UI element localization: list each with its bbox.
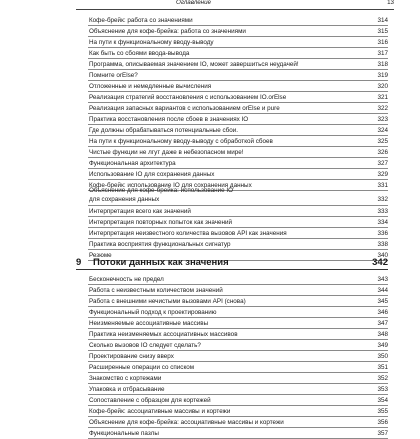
toc-entry bbox=[88, 351, 388, 362]
toc-entry-page: 329 bbox=[377, 171, 388, 178]
toc-entry bbox=[88, 428, 388, 439]
toc-entry-page: 347 bbox=[377, 320, 388, 327]
toc-entry bbox=[88, 329, 388, 340]
toc-entry-title: Кофе-брейк: ассоциативные массивы и кортежи bbox=[89, 408, 231, 415]
toc-entry bbox=[88, 307, 388, 318]
toc-entry-title: Кофе-брейк: использование IO для сохранения данных bbox=[89, 182, 252, 189]
toc-entry-title: Работа с внешними нечистыми вызовами API (снова) bbox=[89, 298, 246, 305]
toc-entry bbox=[88, 147, 388, 158]
toc-entry-page: 319 bbox=[377, 72, 388, 79]
toc-entry-title: Практика восстановления после сбоев в значениях IO bbox=[89, 116, 249, 123]
running-header-page-number: 13 bbox=[387, 0, 394, 6]
toc-entry-page: 325 bbox=[377, 138, 388, 145]
chapter-page: 342 bbox=[372, 257, 388, 268]
toc-entry-title: Расширенные операции со списком bbox=[89, 364, 195, 371]
chapter-number: 9 bbox=[76, 257, 82, 268]
toc-entry-page: 346 bbox=[377, 309, 388, 316]
toc-entry-page: 317 bbox=[377, 50, 388, 57]
toc-entry bbox=[88, 395, 388, 406]
toc-entry bbox=[88, 417, 388, 428]
toc-entry-page: 334 bbox=[377, 219, 388, 226]
toc-entry-page: 331 bbox=[377, 182, 388, 189]
toc-entry bbox=[88, 169, 388, 180]
toc-entry-title: Отложенные и немедленные вычисления bbox=[89, 83, 212, 90]
toc-entry-page: 338 bbox=[377, 241, 388, 248]
toc-entry bbox=[88, 274, 388, 285]
toc-entry bbox=[88, 26, 388, 37]
toc-entry-title: Проектирование снизу вверх bbox=[89, 353, 174, 360]
toc-entry-title: Реализация стратегий восстановления с использованием IO.orElse bbox=[89, 94, 287, 101]
toc-entry-title: Интерпретация повторных попыток как значений bbox=[89, 219, 233, 226]
toc-entry bbox=[88, 239, 388, 250]
toc-section-c bbox=[88, 274, 388, 439]
toc-entry bbox=[88, 384, 388, 395]
toc-entry-page: 332 bbox=[377, 196, 388, 203]
running-header bbox=[76, 0, 394, 10]
toc-entry-page: 326 bbox=[377, 149, 388, 156]
toc-section-a bbox=[88, 15, 388, 191]
toc-entry bbox=[88, 362, 388, 373]
toc-entry-page: 353 bbox=[377, 386, 388, 393]
toc-entry-title: Кофе-брейк: работа со значениями bbox=[89, 17, 193, 24]
toc-entry-page: 355 bbox=[377, 408, 388, 415]
toc-entry-title: Упаковка и отбрасывание bbox=[89, 386, 165, 393]
toc-entry bbox=[88, 228, 388, 239]
toc-entry bbox=[88, 318, 388, 329]
toc-entry-page: 322 bbox=[377, 105, 388, 112]
toc-entry-page: 321 bbox=[377, 94, 388, 101]
toc-entry-page: 324 bbox=[377, 127, 388, 134]
toc-entry bbox=[88, 114, 388, 125]
toc-entry bbox=[88, 125, 388, 136]
toc-entry-page: 352 bbox=[377, 375, 388, 382]
toc-entry-page: 356 bbox=[377, 419, 388, 426]
toc-entry-title-line2: для сохранения данных bbox=[89, 196, 160, 203]
toc-entry bbox=[88, 37, 388, 48]
toc-entry-page: 320 bbox=[377, 83, 388, 90]
toc-entry-title: Функциональная архитектура bbox=[89, 160, 176, 167]
toc-entry-title: Помните orElse? bbox=[89, 72, 138, 79]
toc-entry bbox=[88, 59, 388, 70]
toc-entry bbox=[88, 70, 388, 81]
toc-entry-page: 333 bbox=[377, 208, 388, 215]
toc-entry-title: Где должны обрабатываться потенциальные сбои. bbox=[89, 127, 238, 134]
toc-entry-title: Использование IO для сохранения данных bbox=[89, 171, 215, 178]
toc-entry-title: Функциональный подход к проектированию bbox=[89, 309, 217, 316]
toc-entry-page: 351 bbox=[377, 364, 388, 371]
toc-entry-title: Объяснение для кофе-брейка: ассоциативные массивы и кортежи bbox=[89, 419, 284, 426]
toc-entry bbox=[88, 136, 388, 147]
toc-entry-page: 315 bbox=[377, 28, 388, 35]
toc-entry-title: Сопоставление с образцом для кортежей bbox=[89, 397, 211, 404]
toc-entry-title: Работа с неизвестным количеством значений bbox=[89, 287, 223, 294]
toc-entry bbox=[88, 15, 388, 26]
toc-entry-title: Как быть со сбоями ввода-вывода bbox=[89, 50, 190, 57]
toc-section-b bbox=[88, 185, 388, 261]
toc-entry bbox=[88, 158, 388, 169]
toc-entry-page: 350 bbox=[377, 353, 388, 360]
toc-entry bbox=[88, 92, 388, 103]
toc-entry bbox=[88, 206, 388, 217]
toc-entry bbox=[88, 217, 388, 228]
toc-entry-title: Знакомство с кортежами bbox=[89, 375, 162, 382]
toc-entry bbox=[88, 373, 388, 384]
toc-entry bbox=[88, 296, 388, 307]
toc-entry-title: Интерпретация всего как значений bbox=[89, 208, 191, 215]
toc-entry-page: 340 bbox=[377, 252, 388, 259]
toc-entry-title: Интерпретация неизвестного количества вызовов API как значения bbox=[89, 230, 287, 237]
toc-entry bbox=[88, 340, 388, 351]
toc-entry-page: 349 bbox=[377, 342, 388, 349]
toc-entry-page: 318 bbox=[377, 61, 388, 68]
toc-entry bbox=[88, 285, 388, 296]
toc-entry-page: 323 bbox=[377, 116, 388, 123]
toc-entry-page: 348 bbox=[377, 331, 388, 338]
toc-entry-title: Объяснение для кофе-брейка: работа со значениями bbox=[89, 28, 246, 35]
toc-entry-title: Практика восприятия функциональных сигнатур bbox=[89, 241, 231, 248]
toc-entry-title: Бесконечность не предел bbox=[89, 276, 164, 283]
toc-entry-title bbox=[89, 186, 329, 204]
toc-entry-page: 345 bbox=[377, 298, 388, 305]
toc-entry-title: Резюме bbox=[89, 252, 112, 259]
toc-entry-title: На пути к функциональному вводу-выводу bbox=[89, 39, 214, 46]
toc-entry-title-line1: Объяснение для кофе-брейка: использование IO bbox=[89, 187, 234, 194]
toc-entry-title: Сколько вызовов IO следует сделать? bbox=[89, 342, 201, 349]
toc-entry bbox=[88, 406, 388, 417]
toc-entry-page: 314 bbox=[377, 17, 388, 24]
toc-entry-title: Функциональные пазлы bbox=[89, 430, 159, 437]
toc-entry-page: 327 bbox=[377, 160, 388, 167]
toc-entry-page: 354 bbox=[377, 397, 388, 404]
toc-entry-title: Практика неизменяемых ассоциативных массивов bbox=[89, 331, 238, 338]
toc-entry-title: Реализация запасных вариантов с использованием orElse и pure bbox=[89, 105, 280, 112]
toc-entry bbox=[88, 103, 388, 114]
toc-entry-title: Чистые функции не лгут даже в небезопасном мире! bbox=[89, 149, 244, 156]
chapter-title: Потоки данных как значения bbox=[93, 257, 229, 268]
toc-entry bbox=[88, 185, 388, 206]
toc-entry bbox=[88, 81, 388, 92]
chapter-heading bbox=[76, 255, 388, 270]
toc-entry-page: 343 bbox=[377, 276, 388, 283]
toc-entry-title: На пути к функциональному вводу-выводу с обработкой сбоев bbox=[89, 138, 273, 145]
toc-entry-title: Программа, описываемая значением IO, может завершиться неудачей! bbox=[89, 61, 299, 68]
toc-entry bbox=[88, 48, 388, 59]
toc-entry-page: 357 bbox=[377, 430, 388, 437]
running-header-title: Оглавление bbox=[176, 0, 211, 6]
toc-entry-page: 316 bbox=[377, 39, 388, 46]
toc-entry-page: 336 bbox=[377, 230, 388, 237]
toc-entry-title: Неизменяемые ассоциативные массивы bbox=[89, 320, 209, 327]
toc-entry-page: 344 bbox=[377, 287, 388, 294]
